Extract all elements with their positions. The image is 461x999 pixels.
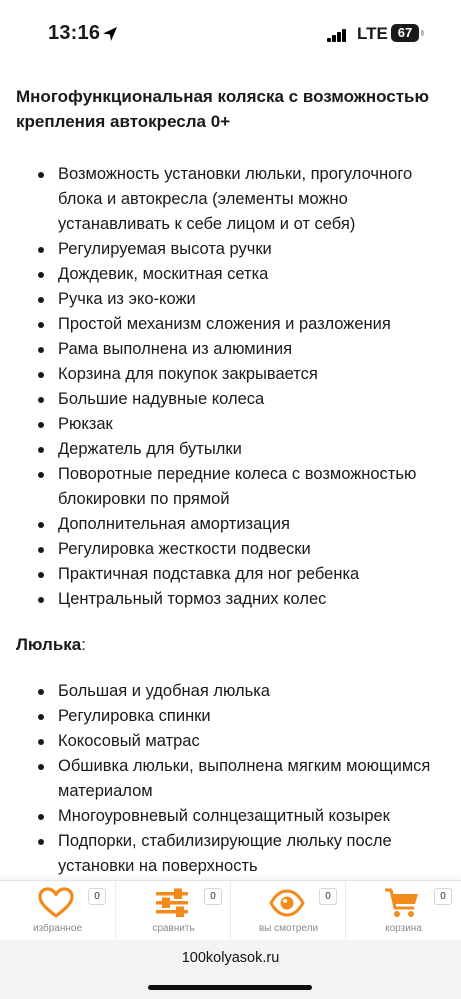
url-text: 100kolyasok.ru (181, 950, 280, 966)
tab-favorites-label: избранное (32, 923, 83, 934)
eye-icon (269, 887, 305, 919)
battery-icon: 67 (391, 24, 419, 42)
list-item: Большие надувные колеса (16, 387, 443, 412)
list-item: Регулировка спинки (16, 704, 443, 729)
tab-cart[interactable] (345, 881, 460, 941)
list-item: Обшивка люльки, выполнена мягким моющимся материалом (16, 754, 443, 804)
battery-tip (421, 30, 424, 36)
list-item: Рюкзак (16, 412, 443, 437)
list-item: Держатель для бутылки (16, 437, 443, 462)
cellular-signal-icon (327, 28, 347, 42)
sliders-icon (154, 887, 190, 919)
list-item: Простой механизм сложения и разложения (16, 312, 443, 337)
list-item: Поворотные передние колеса с возможностью блокировки по прямой (16, 462, 443, 512)
list-item: Возможность установки люльки, прогулочного блока и автокресла (элементы можно устанавливать к себе лицом и от себя) (16, 162, 443, 237)
list-item: Регулируемая высота ручки (16, 237, 443, 262)
tab-viewed-label: вы смотрели (258, 923, 319, 934)
list-item: Корзина для покупок закрывается (16, 362, 443, 387)
product-description (0, 72, 461, 880)
list-item: Ручка из эко-кожи (16, 287, 443, 312)
list-item: Дополнительная амортизация (16, 512, 443, 537)
cradle-features-list (16, 679, 443, 880)
status-time: 13:16 (48, 22, 101, 44)
status-bar (0, 0, 461, 62)
tab-favorites[interactable] (0, 881, 115, 941)
location-arrow-icon (101, 25, 119, 43)
description-heading: Многофункциональная коляска с возможностью крепления автокресла 0+ (16, 87, 429, 131)
list-item: Многоуровневый солнцезащитный козырек (16, 804, 443, 829)
list-item: Практичная подставка для ног ребенка (16, 562, 443, 587)
viewed-count: 0 (319, 888, 337, 905)
compare-count: 0 (204, 888, 222, 905)
tab-compare-label: сравнить (152, 923, 195, 934)
favorites-count: 0 (88, 888, 106, 905)
cradle-section-title (16, 632, 443, 657)
browser-address-bar[interactable] (0, 940, 461, 999)
heart-icon (38, 887, 74, 919)
bottom-navigation (0, 880, 461, 940)
features-list (16, 162, 443, 612)
list-item: Большая и удобная люлька (16, 679, 443, 704)
cradle-section-colon: : (81, 635, 86, 654)
list-item: Дождевик, москитная сетка (16, 262, 443, 287)
home-indicator[interactable] (148, 985, 312, 990)
tab-viewed[interactable] (230, 881, 345, 941)
list-item: Подпорки, стабилизирующие люльку после установки на поверхность (16, 829, 443, 879)
tab-cart-label: корзина (385, 923, 422, 934)
network-type: LTE (357, 24, 388, 43)
list-item: Кокосовый матрас (16, 729, 443, 754)
cradle-section-title-text: Люлька (16, 635, 82, 654)
list-item: Рама выполнена из алюминия (16, 337, 443, 362)
cart-icon (384, 887, 420, 919)
cart-count: 0 (434, 888, 452, 905)
list-item: Центральный тормоз задних колес (16, 587, 443, 612)
list-item: Регулировка жесткости подвески (16, 537, 443, 562)
tab-compare[interactable] (115, 881, 230, 941)
